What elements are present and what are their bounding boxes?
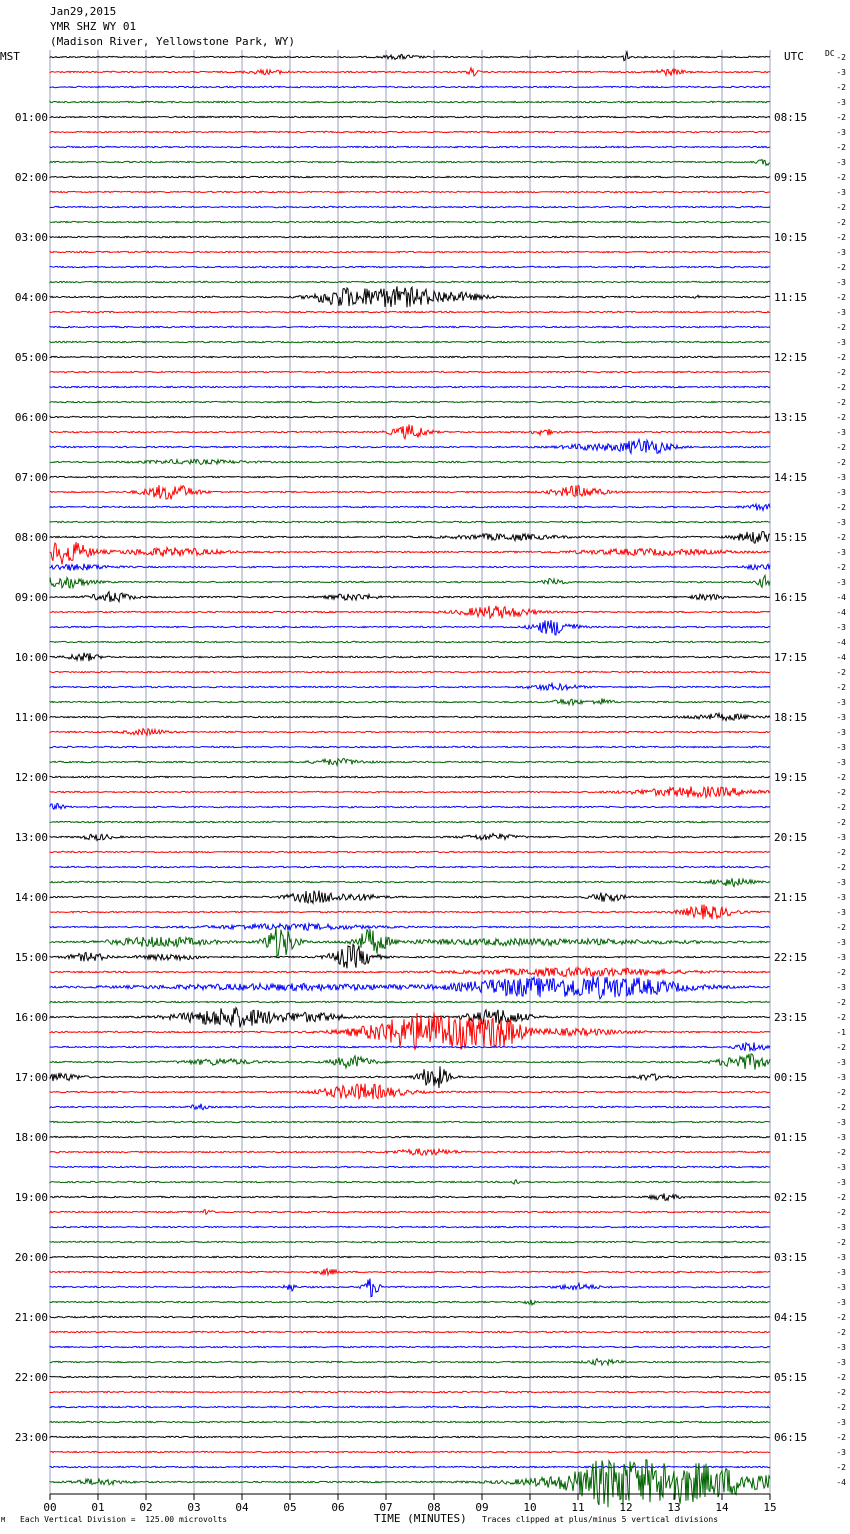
right-hour-label: 14:15: [774, 471, 808, 484]
dc-offset-label: -2: [836, 413, 846, 422]
dc-offset-label: -1: [836, 1028, 846, 1037]
right-hour-label: 20:15: [774, 831, 808, 844]
trace-row: [50, 401, 770, 402]
dc-offset-label: -2: [836, 803, 846, 812]
x-tick-label: 06: [331, 1501, 345, 1514]
dc-offset-label: -2: [836, 173, 846, 182]
trace-row: [50, 967, 770, 976]
right-hour-label: 04:15: [774, 1311, 808, 1324]
dc-offset-label: -3: [836, 983, 846, 992]
x-tick-label: 14: [715, 1501, 729, 1514]
dc-offset-label: -2: [836, 788, 846, 797]
dc-offset-label: -2: [836, 503, 846, 512]
dc-offset-label: -3: [836, 1283, 846, 1292]
right-hour-label: 00:15: [774, 1071, 808, 1084]
dc-offset-label: -3: [836, 488, 846, 497]
dc-offset-label: -2: [836, 1373, 846, 1382]
corner-mark: M: [1, 1516, 6, 1524]
dc-offset-label: -2: [836, 143, 846, 152]
dc-offset-label: -2: [836, 863, 846, 872]
right-hour-label: 08:15: [774, 111, 808, 124]
right-hour-label: 15:15: [774, 531, 808, 544]
dc-offset-label: -2: [836, 773, 846, 782]
x-tick-label: 01: [91, 1501, 105, 1514]
trace-row: [50, 1331, 770, 1332]
dc-offset-label: -3: [836, 1178, 846, 1187]
dc-offset-label: -2: [836, 563, 846, 572]
right-hour-label: 19:15: [774, 771, 808, 784]
trace-row: [50, 221, 770, 222]
dc-offset-label: -3: [836, 473, 846, 482]
dc-offset-label: -2: [836, 113, 846, 122]
trace-row: [50, 1166, 770, 1167]
dc-offset-label: -2: [836, 443, 846, 452]
trace-row: [50, 786, 770, 797]
trace-row: [50, 176, 770, 177]
trace-row: [50, 101, 770, 102]
dc-offset-label: -2: [836, 83, 846, 92]
x-tick-label: 07: [379, 1501, 393, 1514]
clip-note: Traces clipped at plus/minus 5 vertical divisions: [482, 1515, 719, 1524]
trace-row: [50, 1054, 770, 1070]
dc-offset-label: -3: [836, 1058, 846, 1067]
dc-offset-label: -2: [836, 1148, 846, 1157]
dc-offset-label: -2: [836, 1193, 846, 1202]
trace-row: [50, 1436, 770, 1437]
dc-offset-label: -3: [836, 953, 846, 962]
dc-offset-label: -2: [836, 1208, 846, 1217]
trace-row: [50, 1376, 770, 1377]
dc-offset-label: -3: [836, 1343, 846, 1352]
trace-row: [50, 485, 770, 499]
dc-offset-label: -2: [836, 458, 846, 467]
trace-row: [50, 356, 770, 357]
trace-row: [50, 281, 770, 282]
right-hour-label: 10:15: [774, 231, 808, 244]
trace-row: [50, 641, 770, 642]
trace-row: [50, 131, 770, 132]
right-hour-label: 22:15: [774, 951, 808, 964]
dc-offset-label: -3: [836, 1223, 846, 1232]
dc-offset-label: -2: [836, 323, 846, 332]
trace-row: [50, 905, 770, 920]
dc-offset-label: -2: [836, 848, 846, 857]
trace-row: [50, 146, 770, 147]
trace-row: [50, 1104, 770, 1110]
dc-offset-label: -3: [836, 833, 846, 842]
x-tick-label: 00: [43, 1501, 57, 1514]
left-hour-label: 12:00: [14, 771, 48, 784]
station-title: YMR SHZ WY 01: [50, 20, 137, 33]
dc-offset-label: -3: [836, 758, 846, 767]
trace-row: [50, 713, 770, 720]
trace-row: [50, 439, 770, 453]
trace-row: [50, 1466, 770, 1467]
dc-offset-label: -2: [836, 683, 846, 692]
dc-offset-label: -3: [836, 578, 846, 587]
left-hour-label: 19:00: [14, 1191, 48, 1204]
trace-row: [50, 311, 770, 312]
trace-row: [50, 699, 770, 706]
dc-offset-label: -2: [836, 53, 846, 62]
trace-row: [50, 924, 770, 931]
x-tick-label: 10: [523, 1501, 537, 1514]
dc-offset-label: -3: [836, 1358, 846, 1367]
right-hour-label: 09:15: [774, 171, 808, 184]
right-hour-label: 02:15: [774, 1191, 808, 1204]
trace-row: [50, 160, 770, 166]
left-hour-label: 09:00: [14, 591, 48, 604]
trace-row: [50, 1226, 770, 1227]
trace-row: [50, 286, 770, 307]
dc-offset-label: -2: [836, 383, 846, 392]
trace-row: [50, 251, 770, 252]
right-hour-label: 06:15: [774, 1431, 808, 1444]
trace-row: [50, 1346, 770, 1347]
dc-offset-label: -2: [836, 1013, 846, 1022]
dc-offset-label: -3: [836, 1253, 846, 1262]
left-hour-label: 11:00: [14, 711, 48, 724]
dc-offset-label: -3: [836, 698, 846, 707]
dc-offset-label: -3: [836, 128, 846, 137]
trace-row: [50, 1121, 770, 1122]
x-axis-title: TIME (MINUTES): [374, 1512, 467, 1525]
dc-offset-label: -2: [836, 353, 846, 362]
trace-row: [50, 1001, 770, 1002]
right-axis-title: UTC: [784, 50, 804, 63]
trace-row: [50, 1066, 770, 1088]
trace-row: [50, 459, 770, 464]
right-hour-label: 05:15: [774, 1371, 808, 1384]
trace-row: [50, 606, 770, 618]
trace-row: [50, 746, 770, 747]
trace-row: [50, 1406, 770, 1407]
trace-row: [50, 891, 770, 904]
dc-offset-label: -3: [836, 278, 846, 287]
right-hour-label: 18:15: [774, 711, 808, 724]
trace-row: [50, 116, 770, 117]
dc-offset-label: -2: [836, 368, 846, 377]
trace-row: [50, 1300, 770, 1305]
trace-row: [50, 1210, 770, 1215]
dc-offset-label: -2: [836, 233, 846, 242]
left-hour-label: 06:00: [14, 411, 48, 424]
dc-offset-label: -3: [836, 548, 846, 557]
dc-offset-label: -2: [836, 293, 846, 302]
scale-note: Each Vertical Division = 125.00 microvolts: [20, 1515, 228, 1524]
left-hour-label: 23:00: [14, 1431, 48, 1444]
x-tick-label: 02: [139, 1501, 153, 1514]
dc-offset-label: -4: [836, 1478, 846, 1487]
dc-offset-label: -3: [836, 428, 846, 437]
dc-offset-label: -2: [836, 1463, 846, 1472]
trace-row: [50, 1136, 770, 1137]
trace-row: [50, 878, 770, 886]
trace-row: [50, 371, 770, 372]
trace-row: [50, 866, 770, 867]
trace-row: [50, 521, 770, 522]
left-hour-label: 13:00: [14, 831, 48, 844]
dc-offset-label: -3: [836, 158, 846, 167]
right-hour-label: 23:15: [774, 1011, 808, 1024]
dc-offset-label: -3: [836, 1163, 846, 1172]
dc-offset-label: -2: [836, 1328, 846, 1337]
dc-offset-label: -2: [836, 533, 846, 542]
x-tick-label: 13: [667, 1501, 681, 1514]
x-tick-label: 12: [619, 1501, 633, 1514]
trace-row: [50, 683, 770, 690]
dc-offset-label: -3: [836, 878, 846, 887]
trace-row: [50, 542, 770, 564]
dc-offset-label: -2: [836, 398, 846, 407]
right-hour-label: 12:15: [774, 351, 808, 364]
dc-offset-label: -3: [836, 893, 846, 902]
trace-row: [50, 592, 770, 602]
trace-row: [50, 416, 770, 417]
dc-offset-label: -2: [836, 1103, 846, 1112]
trace-row: [50, 927, 770, 956]
dc-offset-label: -2: [836, 1238, 846, 1247]
trace-row: [50, 1421, 770, 1422]
trace-row: [50, 326, 770, 327]
dc-offset-label: -2: [836, 968, 846, 977]
dc-offset-label: -3: [836, 938, 846, 947]
dc-offset-label: -2: [836, 263, 846, 272]
right-hour-label: 03:15: [774, 1251, 808, 1264]
left-hour-label: 15:00: [14, 951, 48, 964]
dc-offset-label: -3: [836, 1268, 846, 1277]
x-tick-label: 15: [763, 1501, 777, 1514]
trace-row: [50, 653, 770, 662]
trace-row: [50, 1149, 770, 1156]
left-hour-label: 04:00: [14, 291, 48, 304]
dc-offset-label: -3: [836, 338, 846, 347]
trace-row: [50, 1043, 770, 1051]
left-hour-label: 17:00: [14, 1071, 48, 1084]
left-hour-label: 18:00: [14, 1131, 48, 1144]
right-hour-label: 13:15: [774, 411, 808, 424]
dc-offset-label: -3: [836, 728, 846, 737]
dc-offset-label: -3: [836, 1118, 846, 1127]
trace-row: [50, 1451, 770, 1452]
trace-row: [50, 531, 770, 543]
dc-offset-label: -3: [836, 68, 846, 77]
trace-row: [50, 1391, 770, 1392]
dc-offset-label: -3: [836, 1448, 846, 1457]
right-hour-label: 21:15: [774, 891, 808, 904]
trace-row: [50, 1193, 770, 1200]
trace-row: [50, 1241, 770, 1242]
left-hour-label: 02:00: [14, 171, 48, 184]
dc-offset-label: -2: [836, 218, 846, 227]
seismic-traces: [50, 52, 770, 1507]
trace-row: [50, 341, 770, 342]
left-hour-label: 16:00: [14, 1011, 48, 1024]
right-hour-label: 11:15: [774, 291, 808, 304]
dc-offset-label: -3: [836, 908, 846, 917]
trace-row: [50, 52, 770, 61]
trace-row: [50, 386, 770, 387]
trace-row: [50, 1084, 770, 1099]
trace-row: [50, 424, 770, 438]
dc-label: DC: [825, 49, 835, 58]
right-hour-label: 16:15: [774, 591, 808, 604]
left-hour-label: 01:00: [14, 111, 48, 124]
dc-offset-label: -3: [836, 713, 846, 722]
dc-offset-label: -3: [836, 1133, 846, 1142]
dc-offset-label: -2: [836, 203, 846, 212]
left-hour-label: 10:00: [14, 651, 48, 664]
trace-row: [50, 476, 770, 477]
trace-row: [50, 1256, 770, 1257]
trace-row: [50, 266, 770, 267]
trace-row: [50, 945, 770, 969]
trace-row: [50, 834, 770, 841]
x-tick-label: 03: [187, 1501, 201, 1514]
date-title: Jan29,2015: [50, 5, 117, 18]
x-tick-label: 09: [475, 1501, 489, 1514]
trace-row: [50, 776, 770, 777]
trace-row: [50, 671, 770, 672]
left-hour-label: 20:00: [14, 1251, 48, 1264]
trace-row: [50, 851, 770, 852]
left-hour-label: 14:00: [14, 891, 48, 904]
left-hour-label: 08:00: [14, 531, 48, 544]
trace-row: [50, 821, 770, 822]
trace-row: [50, 191, 770, 192]
dc-offset-label: -2: [836, 1043, 846, 1052]
location-title: (Madison River, Yellowstone Park, WY): [50, 35, 296, 48]
trace-row: [50, 759, 770, 766]
trace-row: [50, 1359, 770, 1365]
dc-offset-label: -3: [836, 1418, 846, 1427]
dc-offset-label: -3: [836, 1073, 846, 1082]
dc-offset-label: -2: [836, 1388, 846, 1397]
left-hour-label: 07:00: [14, 471, 48, 484]
dc-offset-label: -4: [836, 608, 846, 617]
trace-row: [50, 206, 770, 207]
trace-row: [50, 1316, 770, 1317]
dc-offset-label: -2: [836, 1313, 846, 1322]
trace-row: [50, 504, 770, 510]
dc-offset-label: -3: [836, 188, 846, 197]
left-hour-label: 05:00: [14, 351, 48, 364]
left-hour-label: 03:00: [14, 231, 48, 244]
trace-row: [50, 86, 770, 87]
dc-offset-label: -2: [836, 923, 846, 932]
trace-row: [50, 804, 770, 810]
trace-row: [50, 1279, 770, 1297]
dc-offset-label: -3: [836, 248, 846, 257]
dc-offset-label: -4: [836, 593, 846, 602]
trace-row: [50, 564, 770, 571]
dc-offset-label: -3: [836, 743, 846, 752]
dc-offset-label: -2: [836, 1403, 846, 1412]
dc-offset-label: -4: [836, 638, 846, 647]
dc-offset-label: -3: [836, 1298, 846, 1307]
trace-row: [50, 236, 770, 237]
dc-offset-label: -4: [836, 653, 846, 662]
right-hour-label: 17:15: [774, 651, 808, 664]
trace-row: [50, 1269, 770, 1275]
x-tick-label: 11: [571, 1501, 585, 1514]
dc-offset-label: -2: [836, 818, 846, 827]
dc-offset-label: -2: [836, 998, 846, 1007]
x-axis: [43, 1494, 776, 1514]
x-tick-label: 04: [235, 1501, 249, 1514]
dc-offset-label: -2: [836, 668, 846, 677]
right-hour-label: 01:15: [774, 1131, 808, 1144]
dc-offset-label: -3: [836, 623, 846, 632]
trace-row: [50, 620, 770, 635]
trace-row: [50, 976, 770, 999]
trace-row: [50, 68, 770, 76]
left-hour-label: 22:00: [14, 1371, 48, 1384]
left-axis-title: MST: [0, 50, 20, 63]
dc-offset-label: -3: [836, 308, 846, 317]
dc-offset-label: -3: [836, 98, 846, 107]
left-hour-label: 21:00: [14, 1311, 48, 1324]
trace-row: [50, 575, 770, 588]
trace-row: [50, 729, 770, 736]
dc-offset-label: -2: [836, 1433, 846, 1442]
x-tick-label: 08: [427, 1501, 441, 1514]
trace-row: [50, 1180, 770, 1184]
x-tick-label: 05: [283, 1501, 297, 1514]
dc-offset-label: -2: [836, 1088, 846, 1097]
dc-offset-label: -3: [836, 518, 846, 527]
